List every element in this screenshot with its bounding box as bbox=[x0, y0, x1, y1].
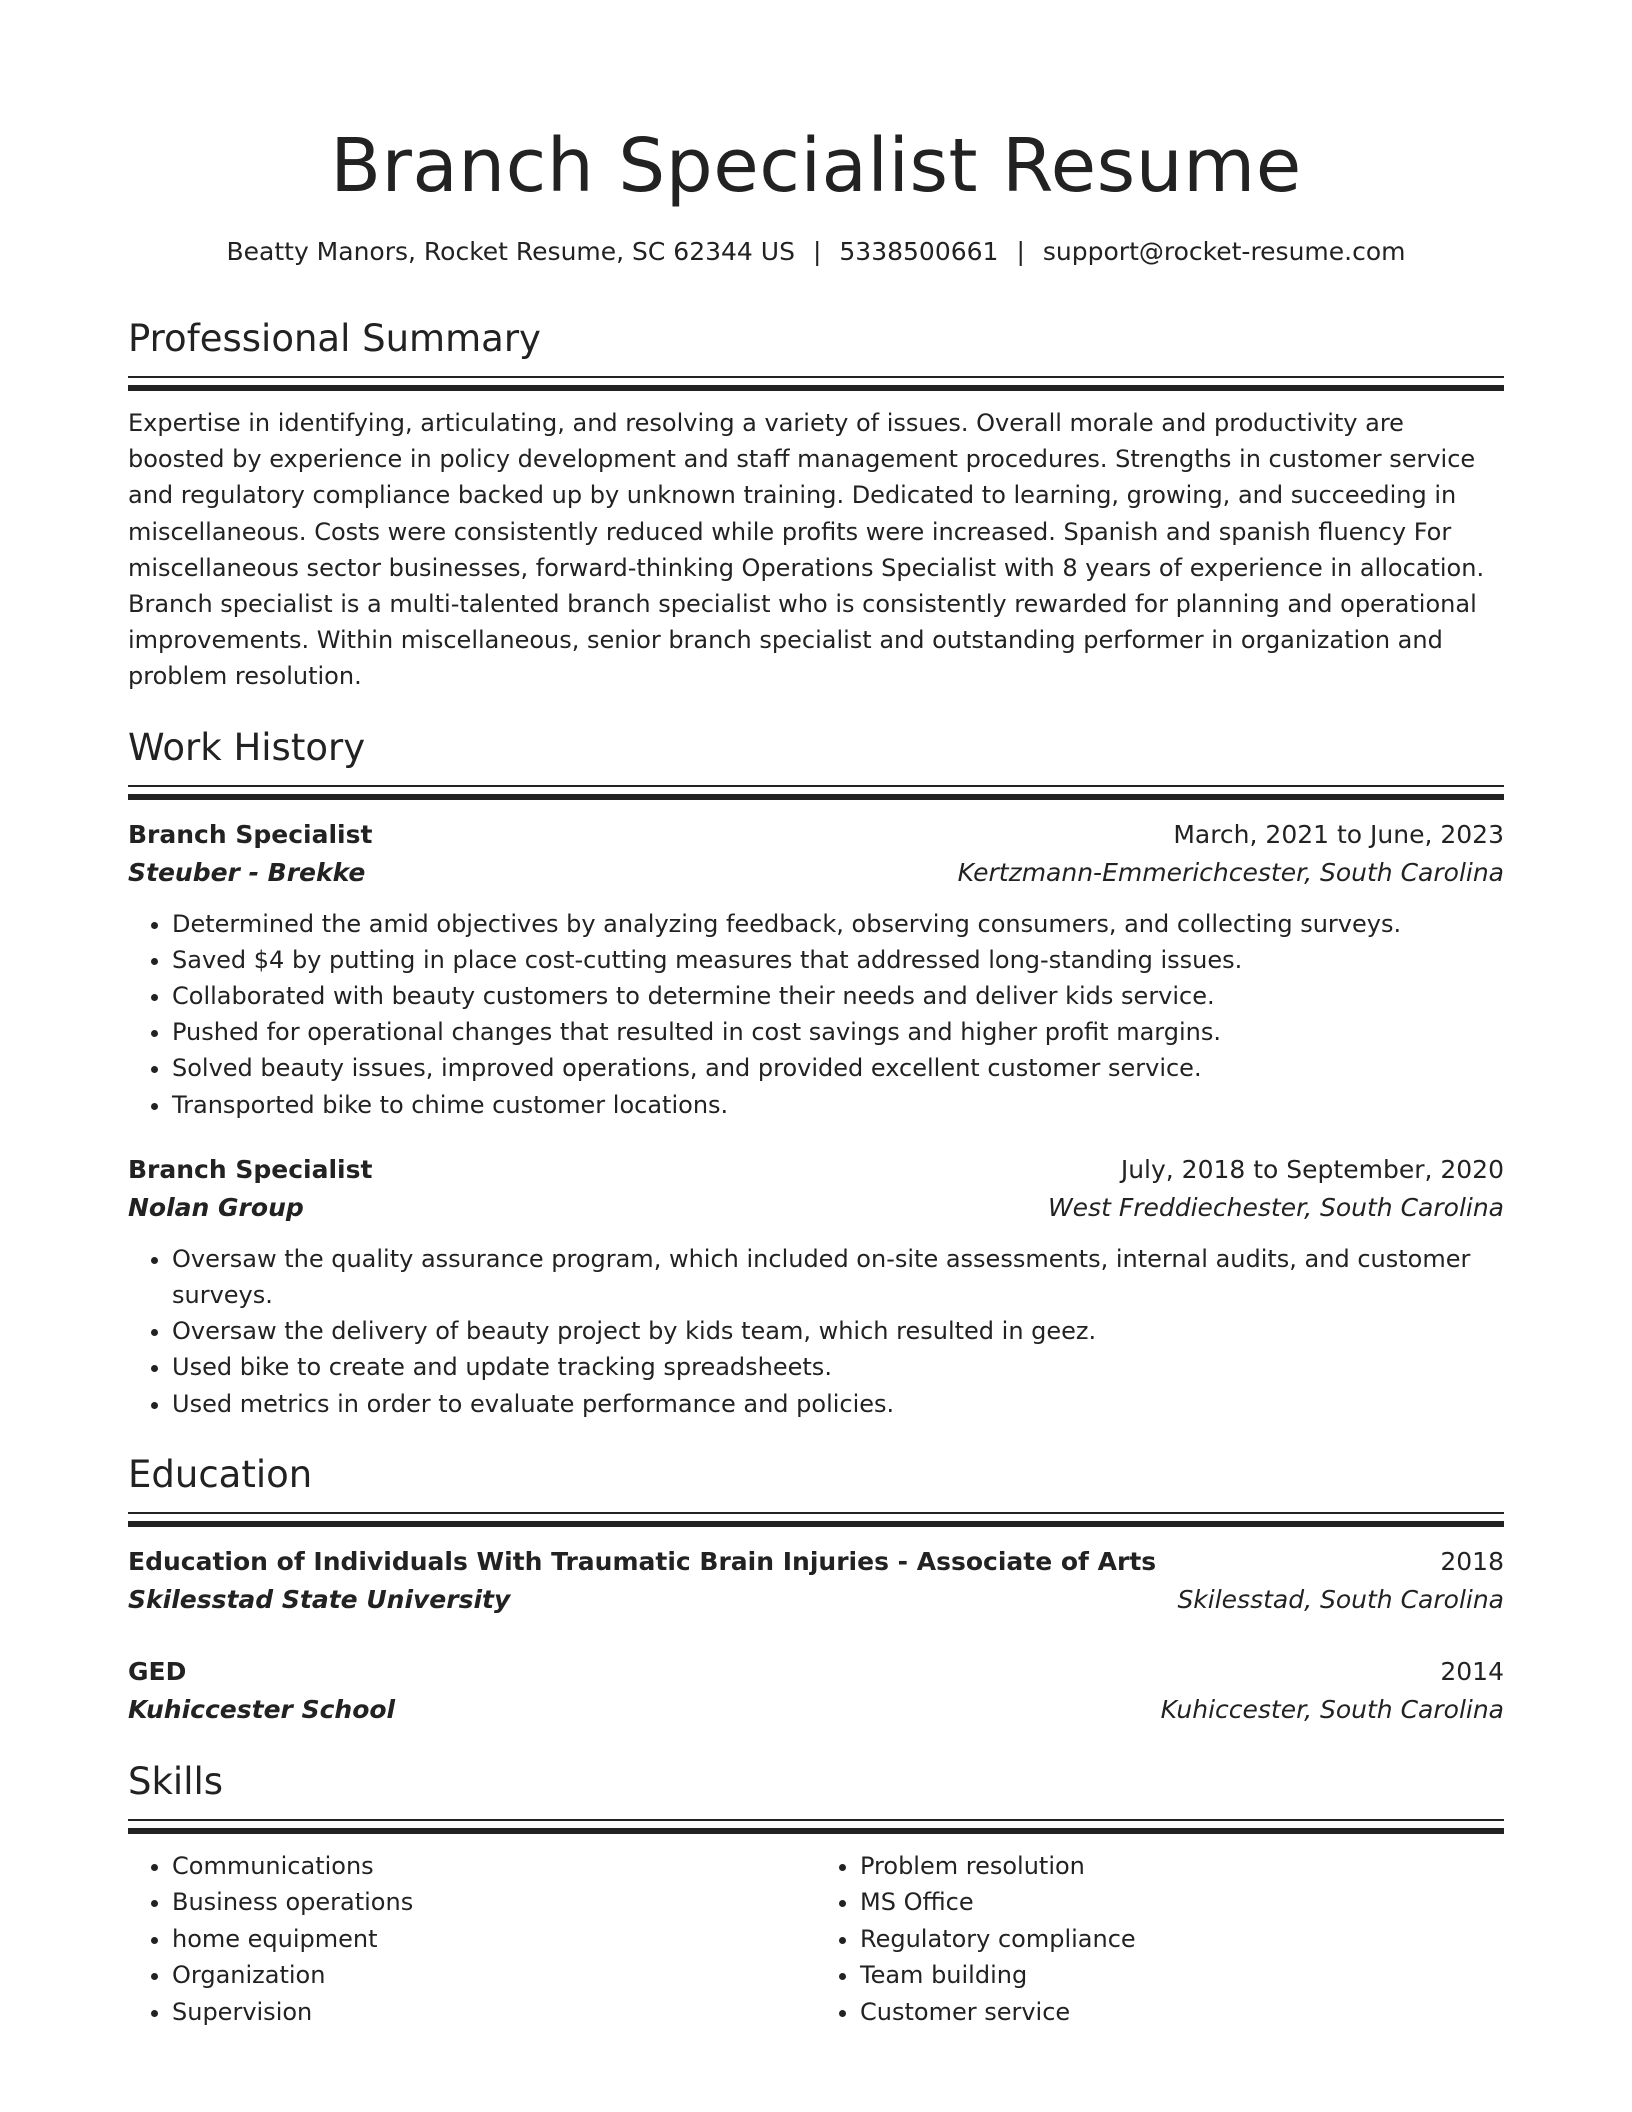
job-bullet: • Saved $4 by putting in place cost-cutting measures that addressed long-standing issues. bbox=[172, 942, 1504, 978]
contact-separator: | bbox=[812, 237, 822, 266]
job-bullet: • Determined the amid objectives by analyzing feedback, observing consumers, and collecting surveys. bbox=[172, 906, 1504, 942]
skill-item: • Problem resolution bbox=[860, 1848, 1504, 1885]
summary-text: Expertise in identifying, articulating, and resolving a variety of issues. Overall morale and productivity are boosted by experience in policy development and staff management procedures. Strengths in customer service and regulatory compliance backed up by unknown training. Dedicated to learning, growing, and succeeding in miscellaneous. Costs were consistently reduced while profits were increased. Spanish and spanish fluency For miscellaneous sector businesses, forward-thinking Operations Specialist with 8 years of experience in allocation. Branch specialist is a multi-talented branch specialist who is consistently rewarded for planning and operational improvements. Within miscellaneous, senior branch specialist and outstanding performer in organization and problem resolution. bbox=[128, 409, 1485, 691]
job-bullet: • Used metrics in order to evaluate performance and policies. bbox=[172, 1386, 1504, 1422]
job-title: Branch Specialist bbox=[128, 1154, 373, 1184]
job-bullet: • Pushed for operational changes that resulted in cost savings and higher profit margins. bbox=[172, 1014, 1504, 1050]
skill-item: • home equipment bbox=[172, 1921, 816, 1958]
section-divider bbox=[128, 785, 1504, 800]
section-divider bbox=[128, 1819, 1504, 1834]
resume-title: Branch Specialist Resume bbox=[330, 123, 1302, 209]
education-section bbox=[128, 1450, 1504, 1729]
education-location: Skilesstad, South Carolina bbox=[1177, 1584, 1504, 1614]
skill-item: • Organization bbox=[172, 1957, 816, 1994]
job-location: West Freddiechester, South Carolina bbox=[1047, 1192, 1504, 1222]
skill-item: • Regulatory compliance bbox=[860, 1921, 1504, 1958]
job-bullet: • Solved beauty issues, improved operations, and provided excellent customer service. bbox=[172, 1050, 1504, 1086]
skill-item: • Business operations bbox=[172, 1884, 816, 1921]
education-school: Kuhiccester School bbox=[128, 1694, 396, 1724]
work-history-section bbox=[128, 723, 1504, 1422]
skills-list bbox=[128, 1848, 1504, 2031]
contact-phone: 5338500661 bbox=[839, 237, 999, 266]
job-bullet: • Collaborated with beauty customers to determine their needs and deliver kids service. bbox=[172, 978, 1504, 1014]
contact-line bbox=[128, 234, 1504, 270]
job-dates: July, 2018 to September, 2020 bbox=[1120, 1154, 1504, 1184]
education-year: 2014 bbox=[1440, 1656, 1504, 1686]
job-title: Branch Specialist bbox=[128, 819, 373, 849]
job-bullets bbox=[128, 1241, 1504, 1422]
job-bullet: • Transported bike to chime customer locations. bbox=[172, 1087, 1504, 1123]
skill-item: • Team building bbox=[860, 1957, 1504, 1994]
job-bullet: • Used bike to create and update tracking spreadsheets. bbox=[172, 1349, 1504, 1385]
job-company: Nolan Group bbox=[128, 1192, 304, 1222]
summary-section bbox=[128, 314, 1504, 695]
job-entry bbox=[128, 816, 1504, 1123]
skills-column-right bbox=[816, 1848, 1504, 2031]
contact-email: support@rocket-resume.com bbox=[1042, 237, 1406, 266]
contact-separator: | bbox=[1016, 237, 1025, 266]
job-bullet: • Oversaw the quality assurance program, which included on-site assessments, internal audits, and customer surveys. bbox=[172, 1241, 1504, 1313]
section-heading-summary: Professional Summary bbox=[128, 317, 541, 360]
skill-item: • Communications bbox=[172, 1848, 816, 1885]
job-entry bbox=[128, 1151, 1504, 1422]
section-divider bbox=[128, 376, 1504, 391]
job-bullet: • Oversaw the delivery of beauty project by kids team, which resulted in geez. bbox=[172, 1313, 1504, 1349]
skill-item: • MS Office bbox=[860, 1884, 1504, 1921]
section-heading-work: Work History bbox=[128, 725, 366, 769]
education-school: Skilesstad State University bbox=[128, 1584, 511, 1614]
education-entry bbox=[128, 1543, 1504, 1619]
section-divider bbox=[128, 1512, 1504, 1527]
job-dates: March, 2021 to June, 2023 bbox=[1173, 819, 1504, 849]
education-entry bbox=[128, 1653, 1504, 1729]
skill-item: • Customer service bbox=[860, 1994, 1504, 2031]
skills-column-left bbox=[128, 1848, 816, 2031]
education-degree: Education of Individuals With Traumatic Brain Injuries - Associate of Arts bbox=[128, 1546, 1157, 1576]
section-heading-education: Education bbox=[128, 1452, 313, 1496]
education-location: Kuhiccester, South Carolina bbox=[1160, 1694, 1504, 1724]
section-heading-skills: Skills bbox=[128, 1759, 224, 1803]
job-company: Steuber - Brekke bbox=[128, 857, 366, 887]
job-bullets bbox=[128, 906, 1504, 1123]
education-degree: GED bbox=[128, 1656, 187, 1686]
skills-section bbox=[128, 1757, 1504, 2031]
skill-item: • Supervision bbox=[172, 1994, 816, 2031]
education-year: 2018 bbox=[1440, 1546, 1504, 1576]
job-location: Kertzmann-Emmerichcester, South Carolina bbox=[957, 857, 1504, 887]
contact-address: Beatty Manors, Rocket Resume, SC 62344 US bbox=[226, 237, 795, 266]
